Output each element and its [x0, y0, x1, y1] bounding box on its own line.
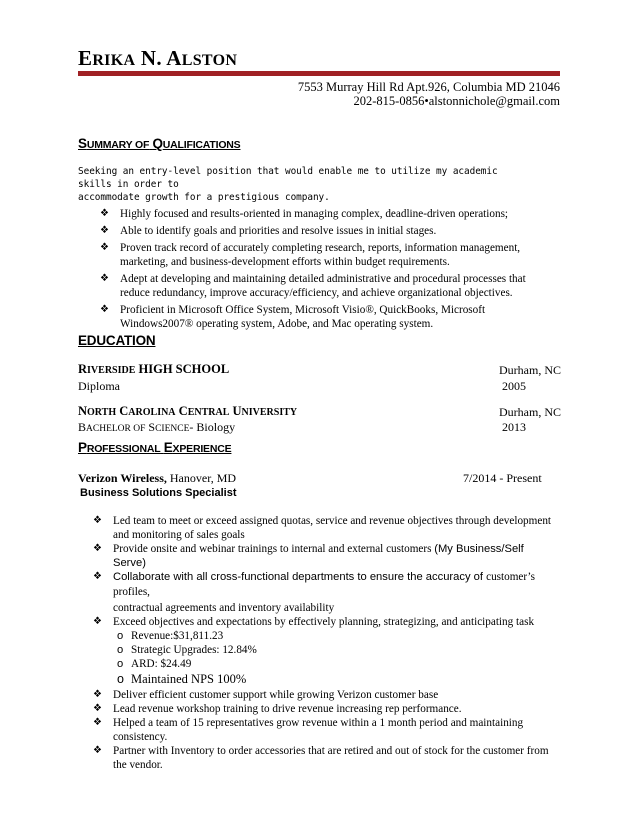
school-name: RIVERSIDE HIGH SCHOOL [78, 362, 230, 376]
qualifications-list [100, 207, 560, 331]
experience-list [93, 514, 568, 772]
degree: BACHELOR OF SCIENCE- Biology [78, 420, 236, 434]
school-location: Durham, NC [499, 405, 561, 419]
metrics-list [117, 629, 568, 688]
list-item: ❖ Collaborate with all cross-functional departments to ensure the accuracy of customer’s profiles, contractual agreements and inventory availability [93, 571, 535, 614]
address: 7553 Murray Hill Rd Apt.926, Columbia MD 21046 [297, 80, 560, 94]
list-item: ❖ Deliver efficient customer support while growing Verizon customer base [93, 689, 439, 701]
job-title: Business Solutions Specialist [80, 487, 237, 499]
list-item: ❖ Proven track record of accurately completing research, reports, information management, marketing, and business-development efforts within budget requirements. [100, 242, 521, 268]
phone: 202-815-0856 [353, 94, 425, 108]
job-dates: 7/2014 - Present [463, 471, 542, 485]
separator: • [424, 94, 429, 108]
email: alstonnichole@gmail.com [428, 94, 560, 108]
list-item: o Strategic Upgrades: 12.84% [117, 644, 257, 656]
degree-year: 2013 [502, 420, 526, 434]
summary-heading: SUMMARY OF QUALIFICATIONS [78, 136, 241, 151]
list-item: ❖ Helped a team of 15 representatives grow revenue within a 1 month period and maintaining consistency. [93, 717, 524, 743]
list-item: ❖ Highly focused and results-oriented in managing complex, deadline-driven operations; [100, 208, 509, 220]
list-item: ❖ Proficient in Microsoft Office System, Microsoft Visio®, QuickBooks, Microsoft Windows2007® operating system, Adobe, and Mac operating system. [100, 304, 486, 330]
header-rule [78, 71, 560, 76]
education-heading: EDUCATION [78, 333, 156, 348]
list-item: o ARD: $24.49 [117, 658, 192, 670]
degree-year: 2005 [502, 379, 526, 393]
list-item: ❖ Partner with Inventory to order accessories that are retired and out of stock for the customer from the vendor. [93, 745, 549, 771]
employer: Verizon Wireless, Hanover, MD [78, 471, 237, 485]
candidate-name: ERIKA N. ALSTON [78, 46, 238, 70]
list-item: ❖ Adept at developing and maintaining detailed administrative and procedural processes that reduce redundancy, improve accuracy/efficiency, and achieve organizational objectives. [100, 273, 526, 299]
list-item: ❖ Lead revenue workshop training to drive revenue increasing rep performance. [93, 703, 462, 715]
school-name: NORTH CAROLINA CENTRAL UNIVERSITY [78, 404, 298, 418]
list-item: ❖ Exceed objectives and expectations by effectively planning, strategizing, and anticipating task o Revenue:$31,811.23 o Strategic Upgrades: 12.84% o ARD: $24.49 o Maintained NPS 100% [113, 615, 568, 688]
list-item: ❖ Able to identify goals and priorities and resolve issues in initial stages. [100, 225, 437, 237]
list-item: ❖ Provide onsite and webinar trainings to internal and external customers (My Business/Self Serve) [93, 543, 524, 569]
degree: Diploma [78, 379, 120, 393]
school-location: Durham, NC [499, 363, 561, 377]
list-item: ❖ Led team to meet or exceed assigned quotas, service and revenue objectives through development and monitoring of sales goals [93, 515, 552, 541]
list-item: o Revenue:$31,811.23 [117, 630, 224, 642]
contact-line [354, 94, 561, 108]
experience-heading: PROFESSIONAL EXPERIENCE [78, 440, 232, 455]
summary-intro: Seeking an entry-level position that would enable me to utilize my academic skills in order to accommodate growth for a prestigious company. [78, 166, 498, 203]
list-item: o Maintained NPS 100% [117, 672, 247, 686]
